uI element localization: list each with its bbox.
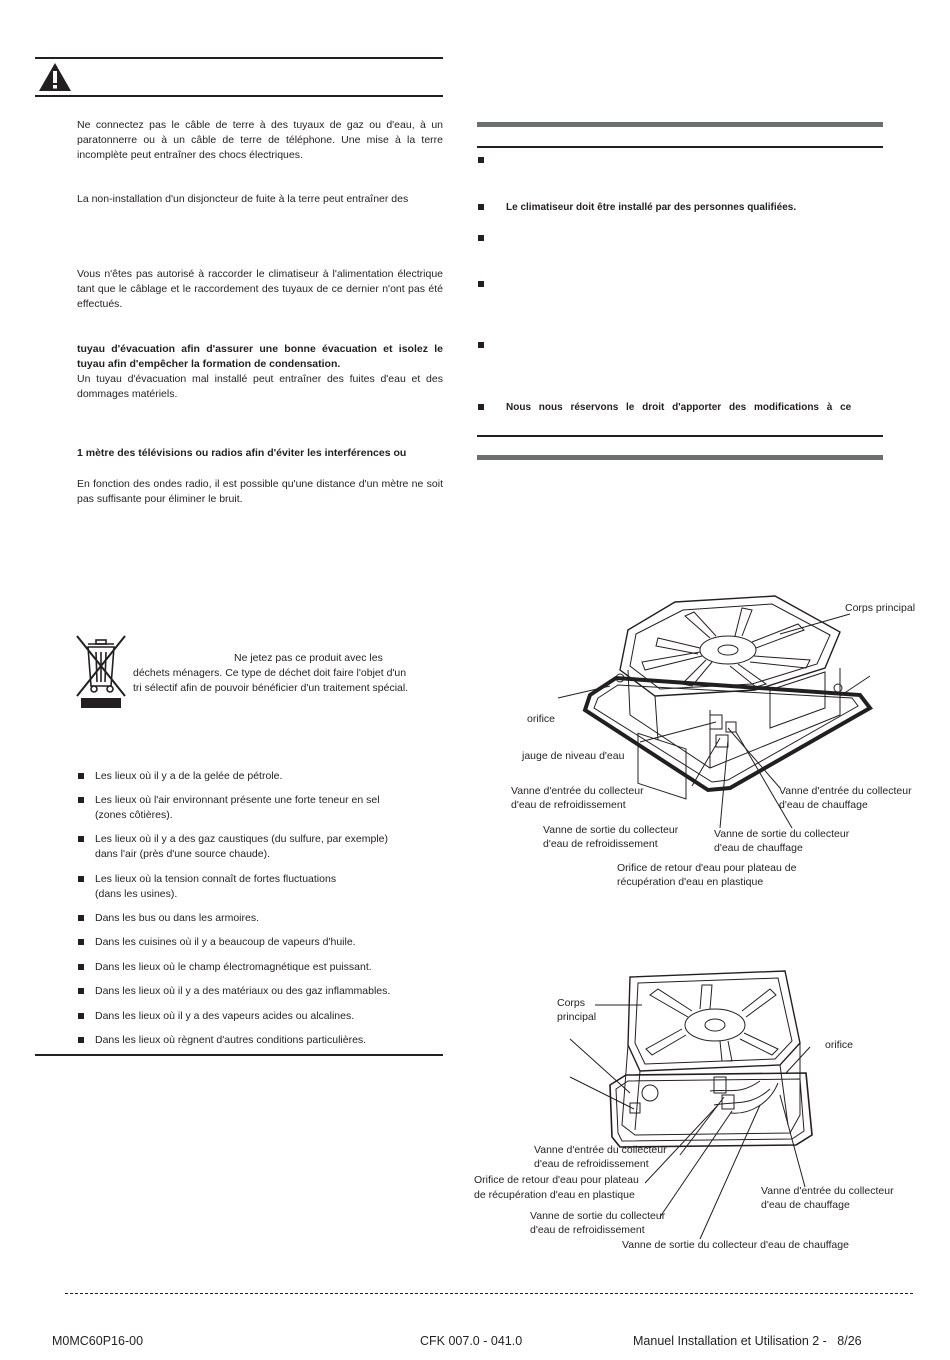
fig2-label-ve-chaud-2: d'eau de chauffage <box>761 1199 850 1211</box>
fig1-label-vs-froid-1: Vanne de sortie du collecteur <box>543 824 679 836</box>
warning-top-rule <box>35 57 443 59</box>
fig1-label-ve-chaud-1: Vanne d'entrée du collecteur <box>779 785 912 797</box>
fig1-label-vs-chaud-2: d'eau de chauffage <box>714 842 803 854</box>
leak-breaker-warning: La non-installation d'un disjoncteur de fuite à la terre peut entraîner des <box>77 193 409 205</box>
fig2-label-corps-1: Corps <box>557 997 586 1009</box>
list-bullet <box>78 876 84 882</box>
list-bottom-rule <box>35 1054 443 1056</box>
tv-radio-distance-bold: 1 mètre des télévisions ou radios afin d'éviter les interférences ou <box>77 447 407 459</box>
bullet <box>478 281 484 287</box>
modification-rights-note: Nous nous réservons le droit d'apporter des modifications à ce <box>506 402 852 413</box>
list-item: Les lieux où il y a de la gelée de pétrole. <box>95 770 283 782</box>
fig1-label-retour-1: Orifice de retour d'eau pour plateau de <box>617 862 797 874</box>
section-rule-bottom <box>477 435 883 437</box>
section-bar-bottom <box>477 455 883 460</box>
list-item: Dans les lieux où le champ électromagnétique est puissant. <box>95 961 372 973</box>
list-item: (zones côtières). <box>95 809 173 821</box>
list-bullet <box>78 1013 84 1019</box>
fig1-label-jauge: jauge de niveau d'eau <box>522 750 625 762</box>
warning-icon <box>38 62 72 92</box>
bullet <box>478 157 484 163</box>
list-item: Dans les lieux où règnent d'autres conditions particulières. <box>95 1034 367 1046</box>
list-item: Dans les lieux où il y a des matériaux ou des gaz inflammables. <box>95 985 391 997</box>
list-item: Les lieux où la tension connaît de fortes fluctuations <box>95 873 337 885</box>
list-bullet <box>78 1037 84 1043</box>
fig2-label-corps-2: principal <box>557 1011 597 1023</box>
fig1-label-orifice: orifice <box>527 713 556 725</box>
footer-doc-code: M0MC60P16-00 <box>52 1334 144 1348</box>
fig1-label-corps: Corps principal <box>845 602 916 614</box>
fig2-label-ve-chaud-1: Vanne d'entrée du collecteur <box>761 1185 894 1197</box>
list-bullet <box>78 964 84 970</box>
qualified-installer-note: Le climatiseur doit être installé par des personnes qualifiées. <box>506 202 797 213</box>
cassette-unit-figure-1 <box>480 590 920 810</box>
fig2-label-retour-1: Orifice de retour d'eau pour plateau <box>474 1174 639 1186</box>
fig2-label-ve-froid-2: d'eau de refroidissement <box>534 1158 649 1170</box>
radio-noise-note: En fonction des ondes radio, il est possible qu'une distance d'un mètre ne soit pas suffisante pour éliminer le bruit. <box>77 478 443 505</box>
list-bullet <box>78 939 84 945</box>
fig2-label-vs-froid-2: d'eau de refroidissement <box>530 1224 645 1236</box>
weee-text-line-2: déchets ménagers. Ce type de déchet doit faire l'objet d'un <box>133 667 407 679</box>
bullet <box>478 204 484 210</box>
fig2-label-vs-froid-1: Vanne de sortie du collecteur <box>530 1210 666 1222</box>
ground-cable-warning: Ne connectez pas le câble de terre à des tuyaux de gaz ou d'eau, à un paratonnerre ou à un câble de terre de téléphone. Une mise à la terre incomplète peut entraîner des chocs électriques. <box>77 119 443 161</box>
list-item: Dans les cuisines où il y a beaucoup de vapeurs d'huile. <box>95 936 356 948</box>
bullet <box>478 235 484 241</box>
fig2-label-orifice: orifice <box>825 1039 854 1051</box>
fig2-label-ve-froid-1: Vanne d'entrée du collecteur <box>534 1144 667 1156</box>
list-item: Les lieux où l'air environnant présente une forte teneur en sel <box>95 794 380 806</box>
section-rule-top <box>477 146 883 148</box>
weee-text-line-3: tri sélectif afin de pouvoir bénéficier d'un traitement spécial. <box>133 682 409 694</box>
list-item: Dans les bus ou dans les armoires. <box>95 912 259 924</box>
list-bullet <box>78 773 84 779</box>
warning-bottom-rule <box>35 95 443 97</box>
drain-pipe-warning-bold: tuyau d'évacuation afin d'assurer une bonne évacuation et isolez le tuyau afin d'empêcher la formation de condensation. <box>77 343 443 370</box>
footer-page-info: Manuel Installation et Utilisation 2 - 8/26 <box>633 1334 862 1348</box>
drain-pipe-warning: Un tuyau d'évacuation mal installé peut entraîner des fuites d'eau et des dommages matériels. <box>77 373 443 400</box>
weee-text-line-1: Ne jetez pas ce produit avec les <box>234 652 383 664</box>
fig1-label-ve-froid-1: Vanne d'entrée du collecteur <box>511 785 644 797</box>
fig2-label-retour-2: de récupération d'eau en plastique <box>474 1189 635 1201</box>
fig1-label-ve-froid-2: d'eau de refroidissement <box>511 799 626 811</box>
weee-bin-icon <box>74 634 128 710</box>
list-item: (dans les usines). <box>95 888 178 900</box>
bullet <box>478 342 484 348</box>
bullet <box>478 404 484 410</box>
power-connection-warning: Vous n'êtes pas autorisé à raccorder le climatiseur à l'alimentation électrique tant que le câblage et le raccordement des tuyaux de ce dernier n'ont pas été effectués. <box>77 268 443 310</box>
fig1-label-retour-2: récupération d'eau en plastique <box>617 876 764 888</box>
section-bar-top <box>477 122 883 127</box>
list-item: dans l'air (près d'une source chaude). <box>95 848 271 860</box>
list-bullet <box>78 797 84 803</box>
fig1-label-ve-chaud-2: d'eau de chauffage <box>779 799 868 811</box>
footer-model-range: CFK 007.0 - 041.0 <box>420 1334 523 1348</box>
list-bullet <box>78 988 84 994</box>
footer-dashed-rule <box>65 1293 913 1294</box>
list-bullet <box>78 836 84 842</box>
fig1-label-vs-froid-2: d'eau de refroidissement <box>543 838 658 850</box>
fig2-label-vs-chaud: Vanne de sortie du collecteur d'eau de chauffage <box>622 1239 849 1251</box>
fig1-label-vs-chaud-1: Vanne de sortie du collecteur <box>714 828 850 840</box>
list-item: Les lieux où il y a des gaz caustiques (du sulfure, par exemple) <box>95 833 388 845</box>
list-bullet <box>78 915 84 921</box>
cassette-unit-figure-2 <box>470 965 920 1245</box>
list-item: Dans les lieux où il y a des vapeurs acides ou alcalines. <box>95 1010 355 1022</box>
